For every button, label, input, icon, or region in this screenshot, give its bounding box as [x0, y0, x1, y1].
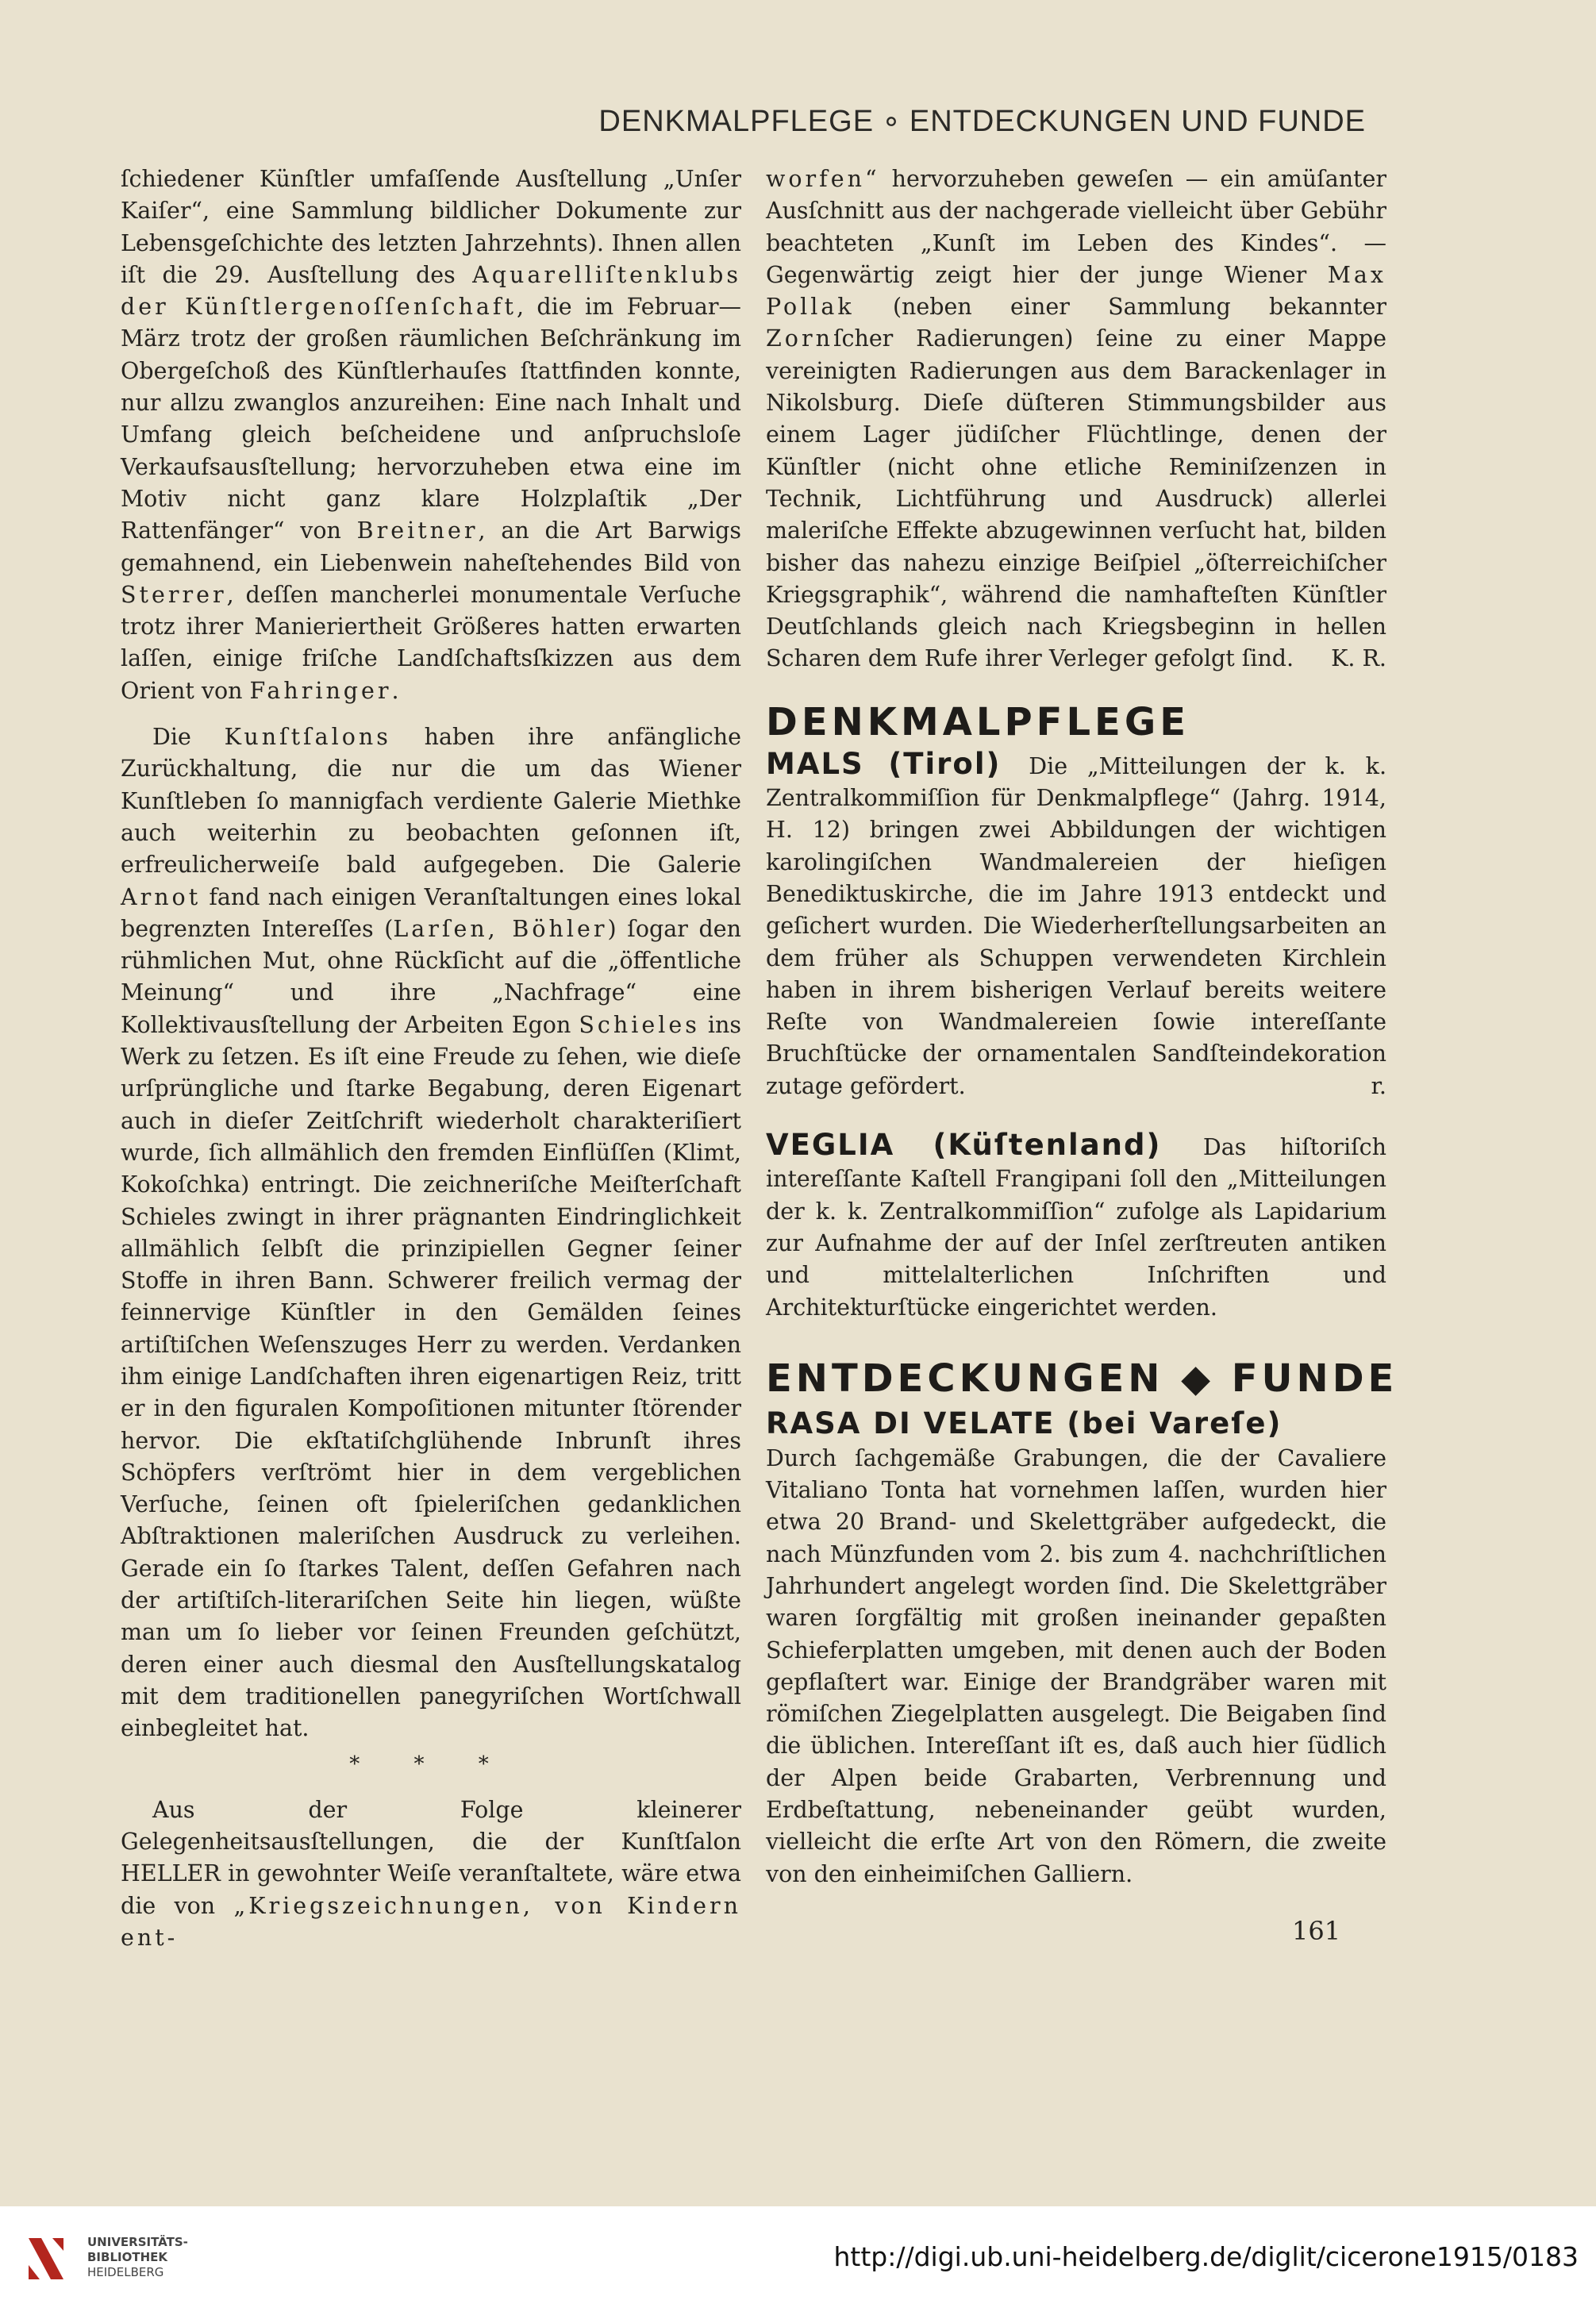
section-heading-denkmalpflege: DENKMALPFLEGE — [766, 699, 1190, 744]
text-run: , deſſen mancherlei monumentale Verſuche trotz ihrer Manieriertheit Größeres hatten erwarten laſſen, einige friſche Landſchaftsſkizzen aus dem Orient von — [121, 581, 741, 704]
artist-name: Schieles — [579, 1011, 700, 1038]
artist-name: Larſen, Böhler — [393, 915, 608, 942]
entry-heading: RASA DI VELATE (bei Vareſe) — [766, 1406, 1283, 1440]
author-initials: K. R. — [1331, 645, 1386, 672]
paragraph — [121, 163, 741, 707]
library-name — [87, 2235, 188, 2280]
artist-name: Sterrer — [121, 581, 227, 608]
spaced-text: Aquarelliſtenklubs der Künſtlergenoſſenſchaft — [121, 261, 741, 321]
text-run: ſchiedener Künſtler umfaſſende Ausſtellung „Unſer Kaiſer“, eine Sammlung bildlicher Dokumente zur Lebensgeſchichte des letzten Jahrzehnts). Ihnen allen iſt die 29. Ausſtellung des — [121, 166, 741, 288]
section-divider-asterisks: * * * — [349, 1752, 513, 1776]
text-run: ins Werk zu ſetzen. Es iſt eine Freude zu ſehen, wie dieſe urſprüngliche und ſtarke Begabung, deren Eigenart auch in dieſer Zeitſchrift wiederholt charakteriſiert wurde, ſich allmählich den fremden Einflüſſen (Klimt, Kokoſchka) entringt. Die zeichneriſche Meiſterſchaft Schieles zwingt in ihrer prägnanten Eindringlichkeit allmählich ſelbſt die prinzipiellen Gegner ſeiner Stoffe in ihren Bann. Schwerer freilich vermag der feinnervige Künſtler in den Gemälden ſeines artiſtiſchen Weſenszuges Herr zu werden. Verdanken ihm einige Landſchaften ihren eigenartigen Reiz, tritt er in den figuralen Kompoſitionen mitunter ſtörender hervor. Die ekſtatiſchglühende Inbrunſt ihres Schöpfers verſtrömt hier in dem vergeblichen Verſuche, ſeinen oft ſpieleriſchen gedanklichen Abſtraktionen maleriſchen Ausdruck zu verleihen. Gerade ein ſo ſtarkes Talent, deſſen Gefahren nach der artiſtiſch-literariſchen Seite hin liegen, wüßte man um ſo lieber vor ſeinen Freunden geſchützt, deren einer auch diesmal den Ausſtellungskatalog mit dem traditionellen panegyriſchen Wortſchwall einbegleitet hat. — [121, 1011, 741, 1742]
library-name-line: BIBLIOTHEK — [87, 2250, 167, 2264]
library-name-line: HEIDELBERG — [87, 2265, 164, 2279]
running-head-separator: ∘ — [882, 105, 902, 138]
artist-name: Fahringer — [249, 677, 392, 704]
entry — [766, 1129, 1386, 1324]
running-head — [598, 103, 1366, 139]
author-initials: r. — [1371, 1072, 1386, 1099]
running-head-left: DENKMALPFLEGE — [598, 105, 875, 138]
paragraph — [121, 721, 741, 1745]
running-head-right: ENTDECKUNGEN UND FUNDE — [909, 105, 1366, 138]
spaced-text: Kunſtſalons — [224, 724, 391, 751]
digitization-footer — [0, 2206, 1596, 2323]
paragraph — [766, 163, 1386, 675]
spaced-text: worfen“ — [766, 166, 880, 192]
text-run: , die im Februar—März trotz der großen räumlichen Beſchränkung im Obergeſchoß des Künſtlerhauſes ſtattfinden konnte, nur allzu zwanglos anzureihen: Eine nach Inhalt und Umfang gleich beſcheidene und anſpruchsloſe Verkaufsausſtellung; hervorzuheben etwa eine im Motiv nicht ganz klare Holzplaſtik „Der Rattenfänger“ von — [121, 294, 742, 544]
gallery-name: Arnot — [121, 883, 202, 910]
text-run: . — [391, 677, 399, 704]
artist-name: Breitner — [356, 517, 479, 544]
text-run: ) ſogar den rühmlichen Mut, ohne Rückſicht auf die „öffentliche Meinung“ und ihre „Nachfrage“ eine Kollektivausſtellung der Arbeiten Egon — [121, 915, 741, 1038]
entry-text: Durch ſachgemäße Grabungen, die der Cavaliere Vitaliano Tonta hat vornehmen laſſen, wurden hier etwa 20 Brand- und Skelettgräber aufgedeckt, die nach Münzfunden vom 2. bis zum 4. nachchriſtlichen Jahrhundert angelegt worden ſind. Die Skelettgräber waren ſorgfältig mit großen ineinander gepaßten Schieferplatten umgeben, mit denen auch der Boden gepflaſtert war. Einige der Brandgräber waren mit römiſchen Ziegelplatten ausgelegt. Die Beigaben ſind die üblichen. Intereſſant iſt es, daß auch hier ſüdlich der Alpen beide Grabarten, Verbrennung und Erdbeſtattung, nebeneinander geübt wurden, vielleicht die erſte Art von den Römern, die zweite von den einheimiſchen Galliern. — [766, 1444, 1386, 1887]
text-run: ſcher Radierungen) ſeine zu einer Mappe vereinigten Radierungen aus dem Barackenlager in Nikolsburg. Dieſe düſteren Stimmungsbilder aus einem Lager jüdiſcher Flüchtlinge, denen der Künſtler (nicht ohne etliche Reminiſzenzen in Technik, Lichtführung und Ausdruck) allerlei maleriſche Effekte abzugewinnen verſucht hat, bilden bisher das nahezu einzige Beiſpiel „öſterreichiſcher Kriegsgraphik“, während die namhafteſten Künſtler Deutſchlands gleich nach Kriegsbeginn in hellen Scharen dem Rufe ihrer Verleger gefolgt ſind. — [766, 325, 1386, 672]
university-library-logo-icon[interactable] — [17, 2230, 75, 2287]
text-run: fand nach einigen Veranſtaltungen eines lokal begrenzten Intereſſes ( — [121, 883, 741, 942]
right-column — [766, 163, 1398, 1890]
entry — [766, 748, 1386, 1102]
section-heading-entdeckungen-funde: ENTDECKUNGEN ◆ FUNDE — [766, 1356, 1398, 1401]
text-run: hervorzuheben geweſen — ein amüſanter Ausſchnitt aus der nachgerade vielleicht über Gebühr beachteten „Kunſt im Leben des Kindes“. — Gegenwärtig zeigt hier der junge Wiener — [766, 166, 1387, 288]
library-name-line: UNIVERSITÄTS- — [87, 2235, 188, 2249]
entry-text: Die „Mitteilungen der k. k. Zentralkommiſſion für Denkmalpflege“ (Jahrg. 1914, H. 12) bringen zwei Abbildungen der wichtigen karolingiſchen Wandmalereien der hieſigen Benediktuskirche, die im Jahre 1913 entdeckt und geſichert wurden. Die Wiederherſtellungsarbeiten an dem früher als Schuppen verwendeten Kirchlein haben in ihrem bisherigen Verlauf bereits weitere Reſte von Wandmalereien ſowie intereſſante Bruchſtücke der ornamentalen Sandſteindekoration zutage gefördert. — [766, 752, 1387, 1099]
text-run: , an die Art Barwigs gemahnend, ein Liebenwein naheſtehendes Bild von — [121, 517, 741, 576]
entry-heading: VEGLIA (Küſtenland) — [766, 1128, 1162, 1163]
page-number: 161 — [1292, 1916, 1341, 1946]
entry — [766, 1405, 1386, 1890]
source-url-link[interactable]: http://digi.ub.uni-heidelberg.de/diglit/cicerone1915/0183 — [833, 2241, 1579, 2272]
text-run: (neben einer Sammlung bekannter — [892, 294, 1386, 321]
left-column — [121, 163, 741, 1954]
text-run: Die — [152, 724, 191, 751]
spaced-text: „Kriegszeichnungen, von Kindern ent- — [121, 1892, 741, 1952]
artist-name: Zorn — [766, 325, 833, 352]
text-run: haben ihre anfängliche Zurückhaltung, die nur die um das Wiener Kunſtleben ſo mannigfach verdiente Galerie Miethke auch weiterhin zu beobachten geſonnen iſt, erfreulicherweiſe bald aufgegeben. Die Galerie — [121, 724, 741, 879]
artist-name: Max Pollak — [766, 261, 1386, 321]
entry-heading: MALS (Tirol) — [766, 746, 1002, 781]
entry-text: Das hiſtoriſch intereſſante Kaſtell Frangipani ſoll den „Mitteilungen der k. k. Zentralkommiſſion“ zufolge als Lapidarium zur Aufnahme der auf der Inſel zerſtreuten antiken und mittelalterlichen Inſchriften und Architekturſtücke eingerichtet werden. — [766, 1134, 1387, 1321]
paragraph — [121, 1794, 741, 1954]
text-run: Aus der Folge kleinerer Gelegenheitsausſtellungen, die der Kunſtſalon HELLER in gewohnter Weiſe veranſtaltete, wäre etwa die von — [121, 1796, 741, 1919]
